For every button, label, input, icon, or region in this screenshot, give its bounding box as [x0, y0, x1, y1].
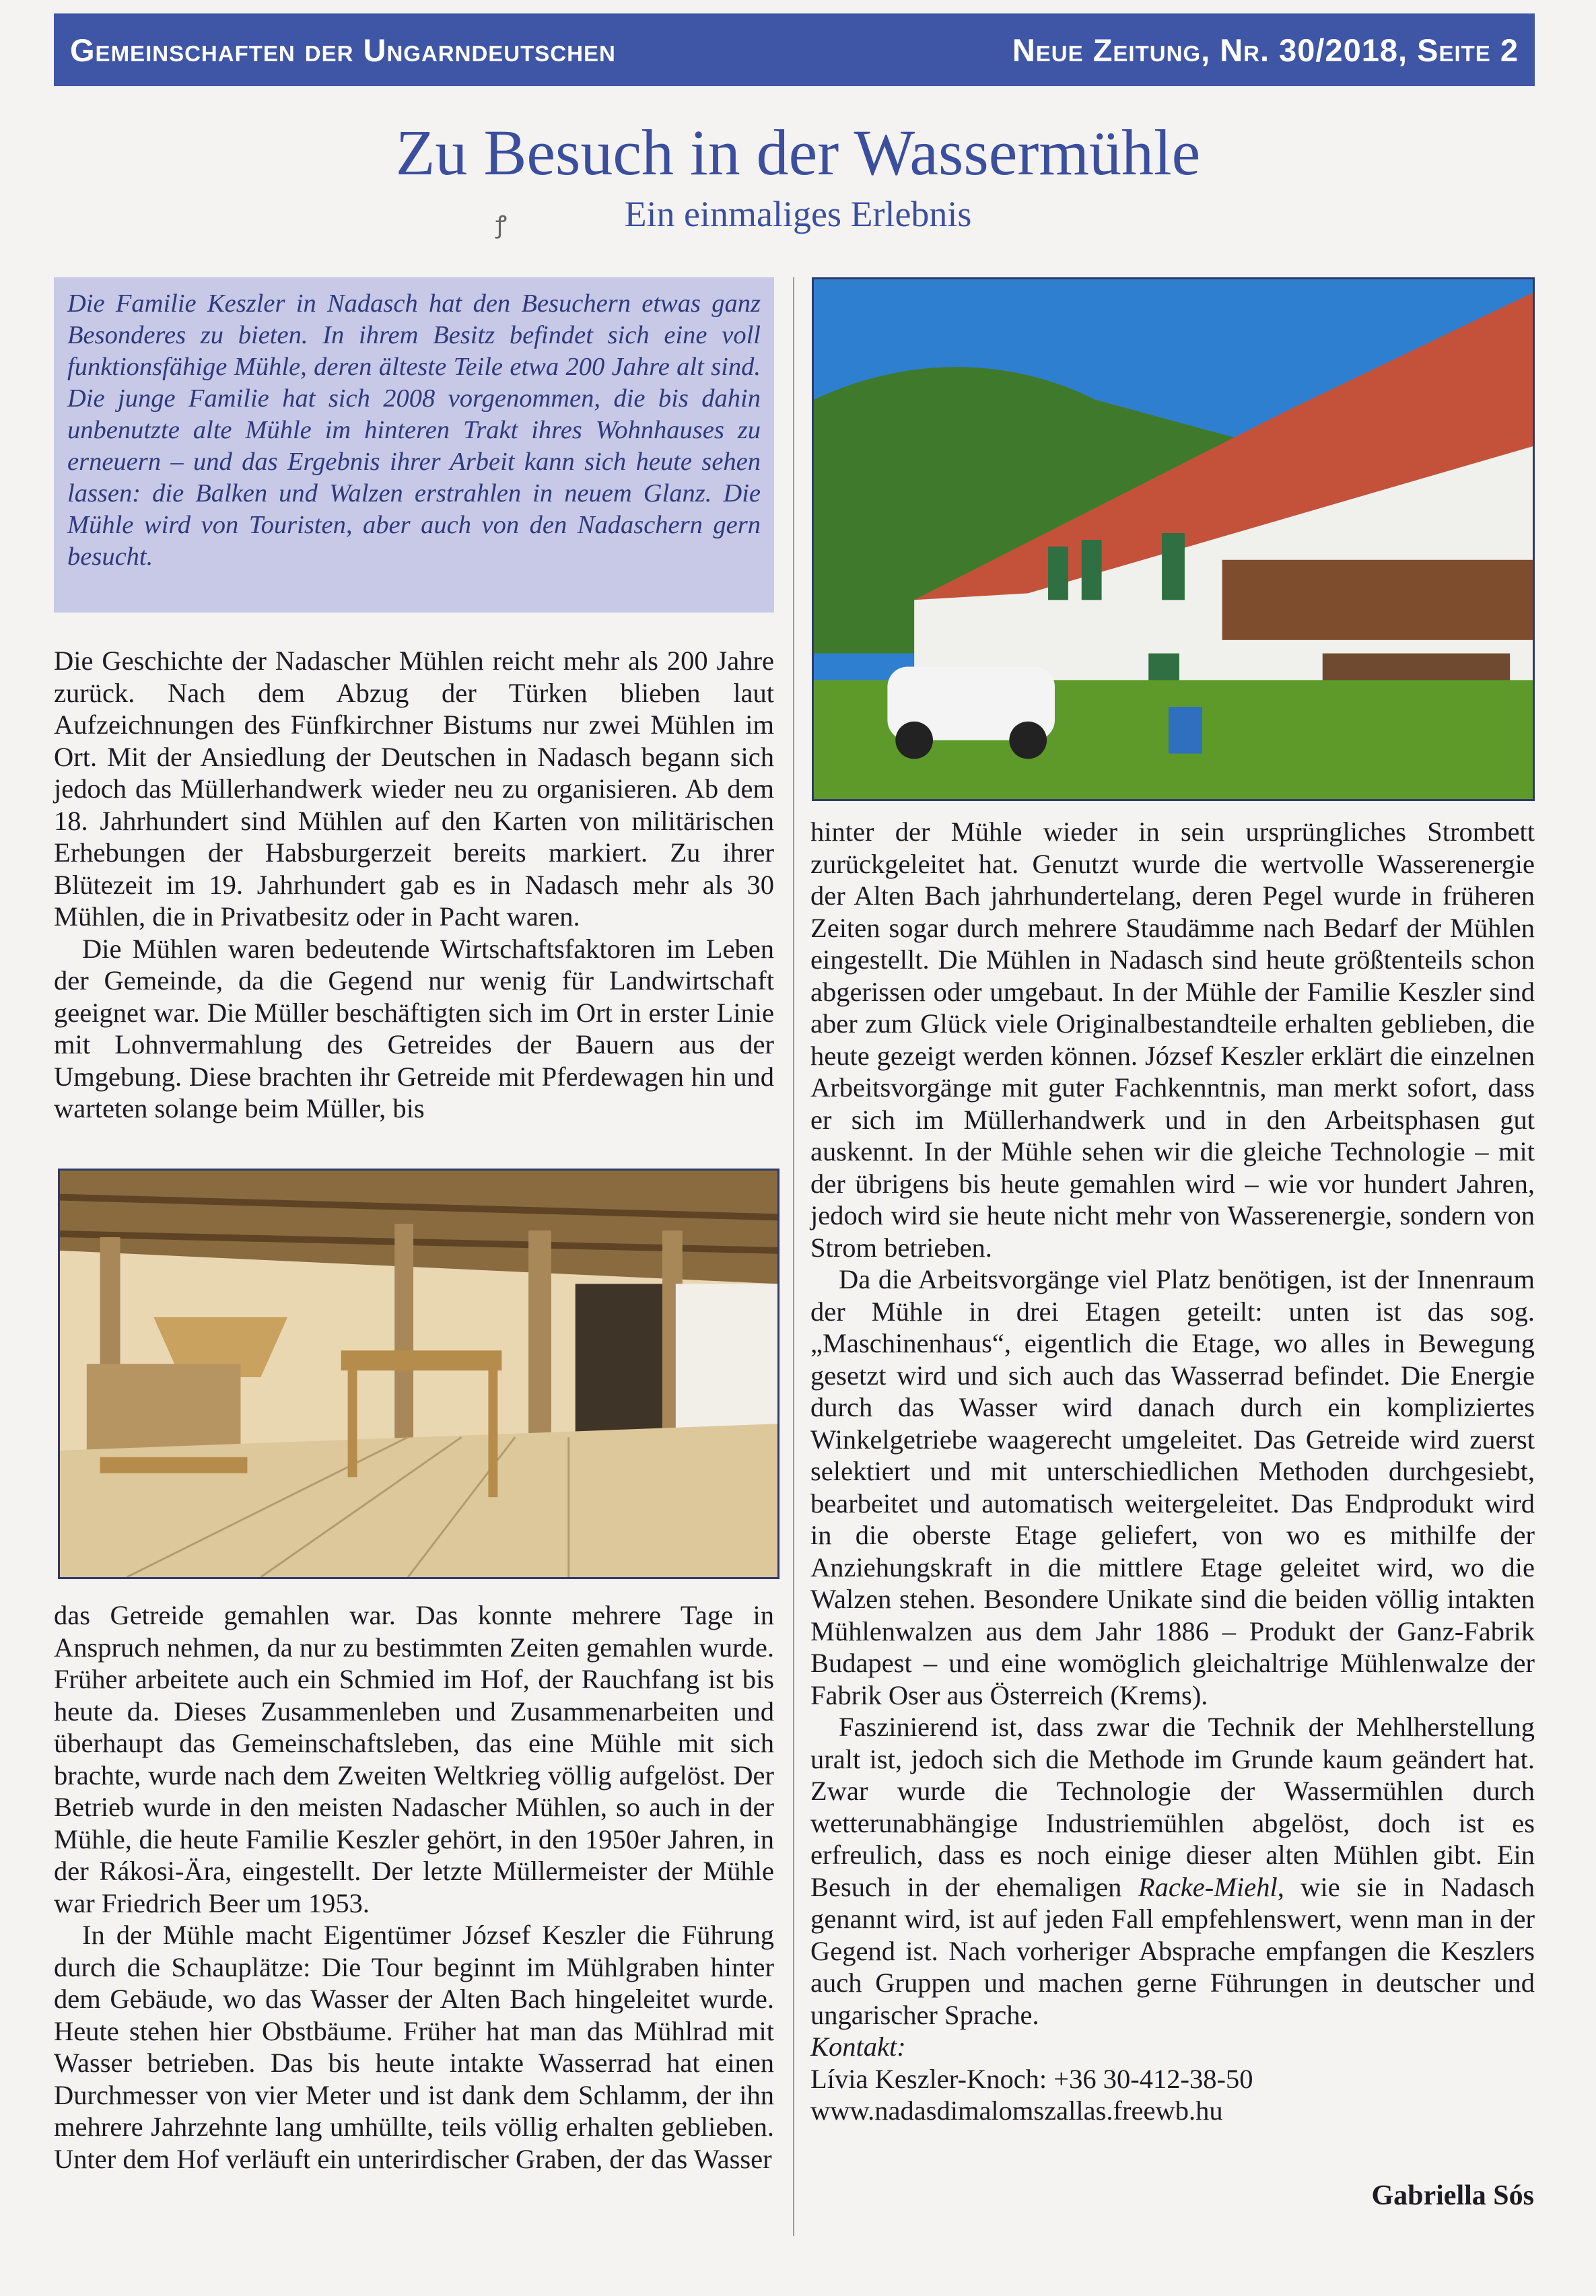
paragraph: Da die Arbeitsvorgänge viel Platz benötigen, ist der Innenraum der Mühle in drei Etagen geteilt: unten ist das sog. „Maschinenhaus“, eigentlich die Etage, wo alles in Bewegung gesetzt wird und sich auch das Wasserrad befindet. Die Energie durch das Wasser wird danach durch ein kompliziertes Winkelgetriebe waagerecht umgeleitet. Das Getreide wird zuerst selektiert und mit unterschiedlichen Methoden durchgesiebt, bearbeitet und automatisch weitergeleitet. Das Endprodukt wird in die oberste Etage geliefert, von wo es mithilfe der Anziehungskraft in die mittlere Etage geleitet wird, wo die Walzen stehen. Besondere Unikate sind die beiden völlig intakten Mühlenwalzen aus dem Jahr 1886 – Produkt der Ganz-Fabrik Budapest – und eine womöglich gleichaltrige Mühlenwalze der Fabrik Oser aus Österreich (Krems).	[810, 1264, 1535, 1710]
left-column-top	[54, 645, 774, 1125]
contact-name: Lívia Keszler-Knoch: +36 30-412-38-50	[810, 2063, 1253, 2094]
newspaper-header	[54, 13, 1535, 86]
paragraph-closing	[810, 1711, 1535, 2031]
paragraph: hinter der Mühle wieder in sein ursprüngliches Strombett zurückgeleitet hat. Genutzt wurde die wertvolle Wasserenergie der Alten Bach jahrhundertelang, deren Pegel wurde in früheren Zeiten sogar durch mehrere Staudämme nach Bedarf der Mühlen eingestellt. Die Mühlen in Nadasch sind heute größtenteils schon abgerissen oder umgebaut. In der Mühle der Familie Keszler sind aber zum Glück viele Originalbestandteile erhalten geblieben, die heute gezeigt werden können. József Keszler erklärt die einzelnen Arbeitsvorgänge mit guter Fachkenntnis, man merkt sofort, dass er sich im Müllerhandwerk und in den Arbeitsphasen gut auskennt. In der Mühle sehen wir die gleiche Technologie – mit der übrigens bis heute gemahlen wird – wie vor hundert Jahren, jedoch wird sie heute nicht mehr von Wasserenergie, sondern von Strom betrieben.	[810, 816, 1535, 1263]
lead-paragraph: Die Familie Keszler in Nadasch hat den Besuchern etwas ganz Besonderes zu bieten. In ihrem Besitz befindet sich eine voll funktionsfähige Mühle, deren älteste Teile etwa 200 Jahre alt sind. Die junge Familie hat sich 2008 vorgenommen, die bis dahin unbenutzte alte Mühle im hinteren Trakt ihres Wohnhauses zu erneuern – und das Ergebnis ihrer Arbeit kann sich heute sehen lassen: die Balken und Walzen erstrahlen in neuem Glanz. Die Mühle wird von Touristen, aber auch von den Nadaschern gern besucht.	[54, 277, 774, 613]
paragraph-closing-part: , wie sie in Nadasch genannt wird, ist auf jeden Fall empfehlenswert, wenn man in der Gegend ist. Nach vorheriger Absprache empfangen die Keszlers auch Gruppen und machen gerne Führungen in deutscher und ungarischer Sprache.	[810, 1871, 1535, 2030]
mill-interior-image	[60, 1171, 777, 1577]
mill-house-exterior-photo	[812, 277, 1535, 801]
mill-local-name: Racke-Miehl	[1138, 1871, 1278, 1902]
column-divider	[793, 277, 794, 2236]
paragraph: das Getreide gemahlen war. Das konnte mehrere Tage in Anspruch nehmen, da nur zu bestimmten Zeiten gemahlen wurde. Früher arbeitete auch ein Schmied im Hof, der Rauchfang ist bis heute da. Dieses Zusammenleben und Zusammenarbeiten und überhaupt das Gemeinschaftsleben, das eine Mühle mit sich brachte, wurde nach dem Zweiten Weltkrieg völlig aufgelöst. Der Betrieb wurde in den meisten Nadascher Mühlen, so auch in der Mühle, die heute Familie Keszler gehört, in den 1950er Jahren, in der Rákosi-Ära, eingestellt. Der letzte Müllermeister der Mühle war Friedrich Beer um 1953.	[54, 1600, 774, 1918]
issue-info: Neue Zeitung, Nr. 30/2018, Seite 2	[1012, 32, 1519, 68]
paragraph: In der Mühle macht Eigentümer József Keszler die Führung durch die Schauplätze: Die Tour beginnt im Mühlgraben hinter dem Gebäude, wo das Wasser der Alten Bach hingeleitet wurde. Heute stehen hier Obstbäume. Früher hat man das Mühlrad mit Wasser betrieben. Das bis heute intakte Wasserrad hat einen Durchmesser von vier Meter und ist dank dem Schlamm, der ihn mehrere Jahrzehnte lang umhüllte, teils völlig erhalten geblieben. Unter dem Hof verläuft ein unterirdischer Graben, der das Wasser	[54, 1920, 774, 2174]
section-name: Gemeinschaften der Ungarndeutschen	[70, 32, 616, 68]
paragraph-closing-part: Faszinierend ist, dass zwar die Technik der Mehlherstellung uralt ist, jedoch sich die Methode im Grunde kaum geändert hat. Zwar wurde die Technologie der Wassermühlen durch wetterunabhängige Industriemühlen abgelöst, doch ist es erfreulich, dass es noch einige dieser alten Mühlen gibt. Ein Besuch in der ehemaligen	[810, 1712, 1535, 1902]
mill-interior-photo	[58, 1169, 779, 1579]
contact-website: www.nadasdimalomszallas.freewb.hu	[810, 2095, 1223, 2126]
print-mark: ꝭ	[495, 211, 508, 238]
author-name: Gabriella Sós	[1371, 2180, 1534, 2211]
right-column	[810, 816, 1535, 2127]
mill-house-image	[814, 279, 1533, 799]
article-title: Zu Besuch in der Wassermühle	[395, 116, 1201, 188]
left-column-bottom	[54, 1599, 774, 2175]
contact-label: Kontakt:	[810, 2031, 906, 2062]
article-subtitle: Ein einmaliges Erlebnis	[624, 194, 972, 234]
paragraph: Die Mühlen waren bedeutende Wirtschaftsfaktoren im Leben der Gemeinde, da die Gegend nur wenig für Landwirtschaft geeignet war. Die Müller beschäftigten sich im Ort in erster Linie mit Lohnvermahlung des Getreides der Bauern aus der Umgebung. Diese brachten ihr Getreide mit Pferdewagen hin und warteten solange beim Müller, bis	[54, 933, 774, 1123]
paragraph: Die Geschichte der Nadascher Mühlen reicht mehr als 200 Jahre zurück. Nach dem Abzug der Türken blieben laut Aufzeichnungen des Fünfkirchner Bistums nur zwei Mühlen im Ort. Mit der Ansiedlung der Deutschen in Nadasch begann sich jedoch das Müllerhandwerk wieder neu zu organisieren. Ab dem 18. Jahrhundert sind Mühlen auf den Karten von militärischen Erhebungen der Habsburgerzeit bereits markiert. Zu ihrer Blütezeit im 19. Jahrhundert gab es in Nadasch mehr als 30 Mühlen, die in Privatbesitz oder in Pacht waren.	[54, 646, 774, 932]
